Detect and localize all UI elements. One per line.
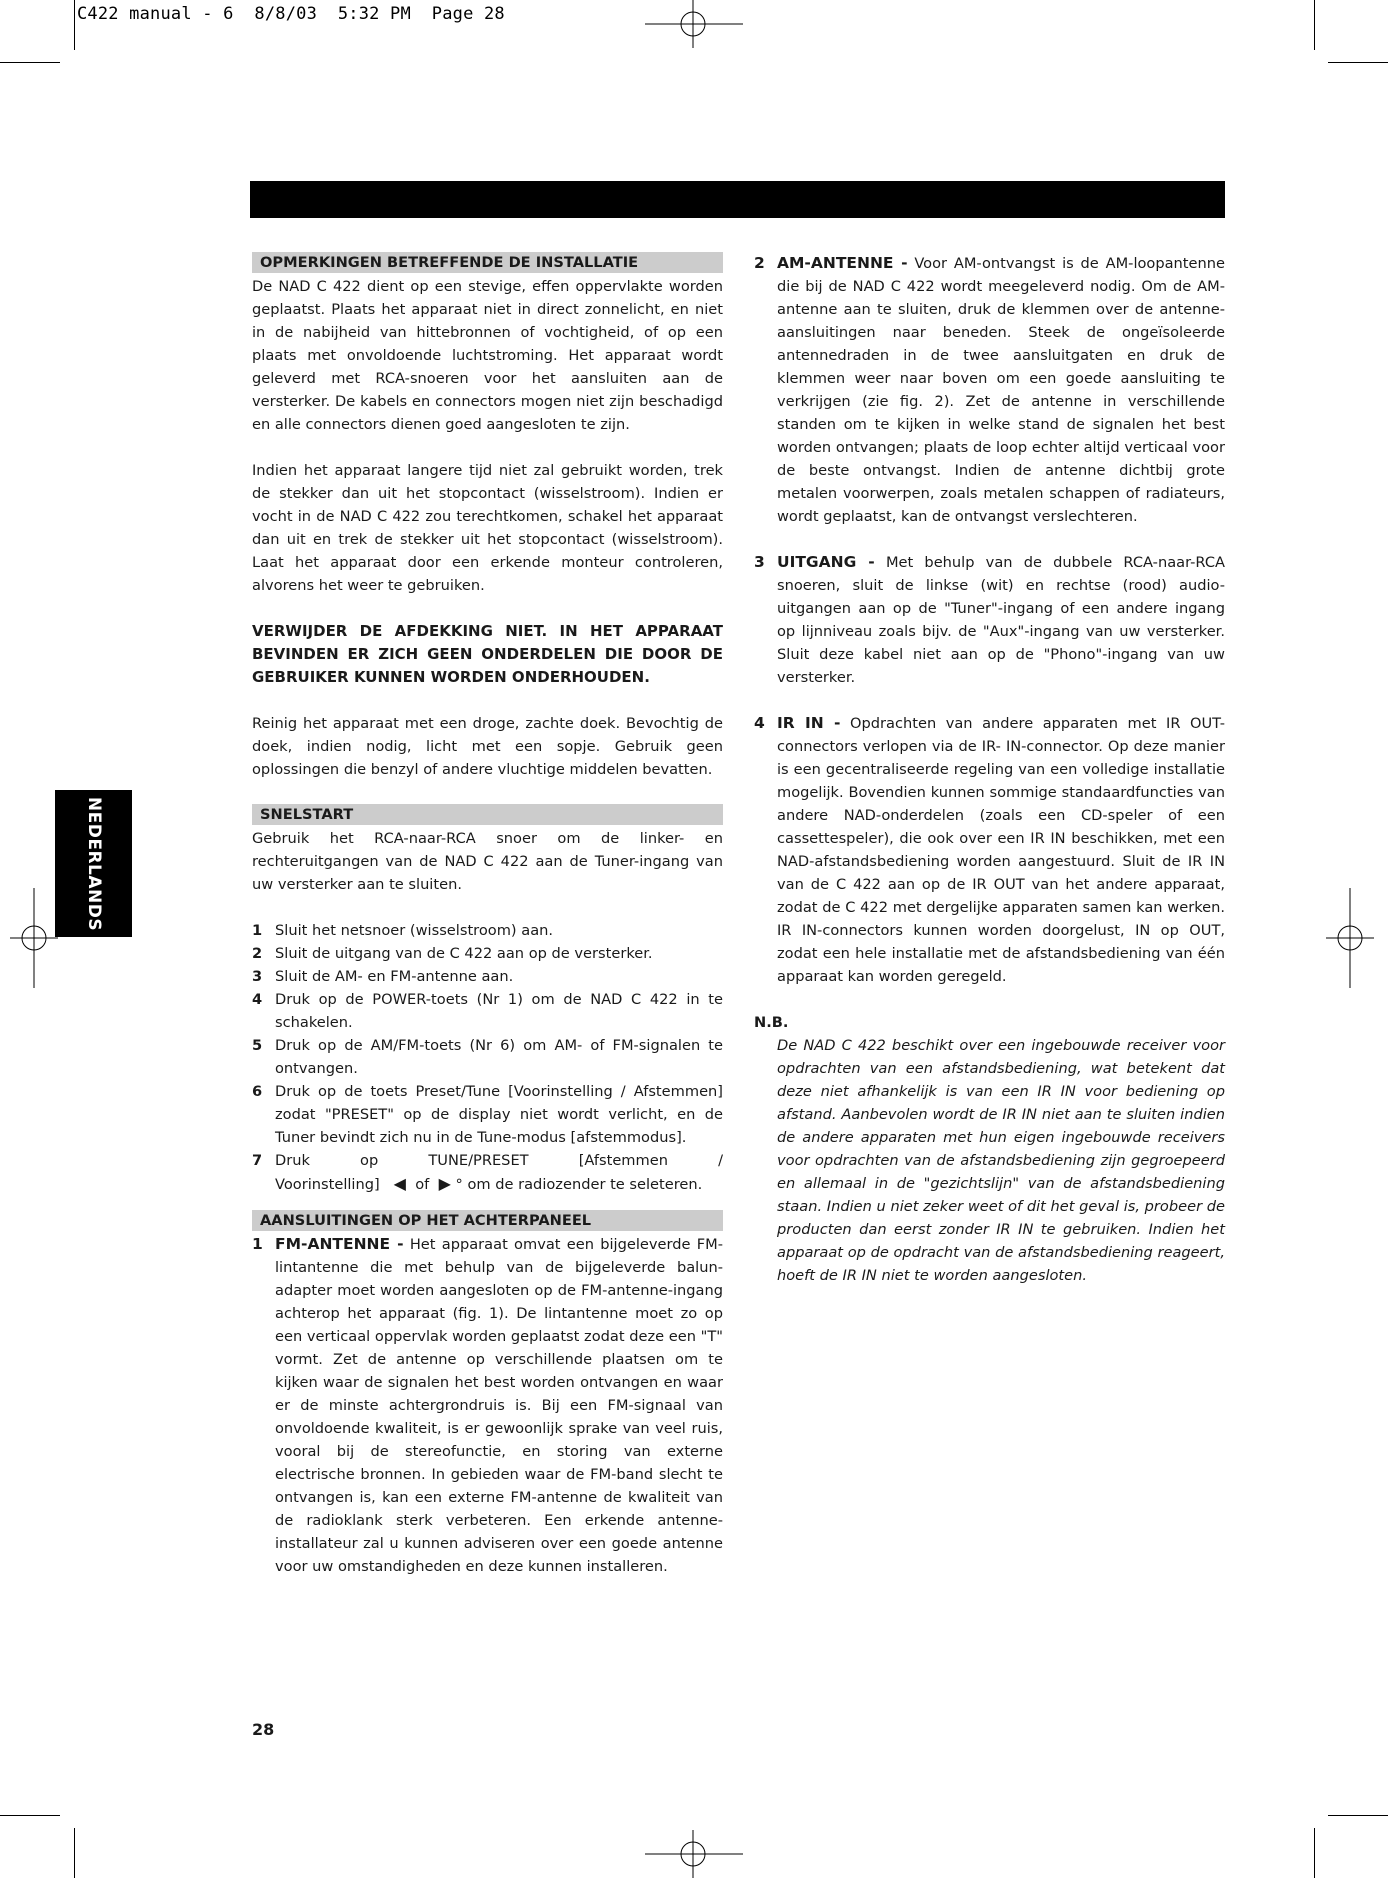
crop-mark: [1314, 1828, 1315, 1878]
registration-mark-top: [645, 0, 745, 48]
right-column: [754, 252, 1225, 1287]
paragraph: Reinig het apparaat met een droge, zachte doek. Bevochtig de doek, indien nodig, licht met een sopje. Gebruik geen oplossingen die benzyl of andere vluchtige middelen bevatten.: [252, 715, 723, 778]
warning-text: VERWIJDER DE AFDEKKING NIET. IN HET APPARAAT BEVINDEN ER ZICH GEEN ONDERDELEN DIE DOOR DE GEBRUIKER KUNNEN WORDEN ONDERHOUDEN.: [252, 622, 723, 686]
step-text: Sluit het netsnoer (wisselstroom) aan.: [275, 922, 554, 939]
section-heading-installation: OPMERKINGEN BETREFFENDE DE INSTALLATIE: [252, 252, 723, 273]
list-item: [252, 1233, 723, 1578]
item-number: 3: [754, 553, 765, 571]
crop-mark: [0, 62, 60, 63]
crop-mark: [74, 1828, 75, 1878]
rear-panel-items: [252, 1233, 723, 1578]
step-number: 2: [252, 945, 263, 962]
item-text: Opdrachten van andere apparaten met IR OUT-connectors verlopen via de IR- IN-connector. Op deze manier is een gecentraliseerde regeling van een volledige installatie mogelijk. Bovendien kunnen sommige standaardfuncties van andere NAD-onderdelen (zoals een CD-speler of een cassettespeler), die ook over een IR IN beschikken, met een NAD-afstandsbediening worden aangestuurd. Sluit de IR IN van de C 422 aan op de IR OUT van het andere apparaat, zodat de C 422 met dergelijke apparaten samen kan werken. IR IN-connectors kunnen worden doorgelust, IN op OUT, zodat een hele installatie met de afstandsbediening van één apparaat kan worden geregeld.: [777, 715, 1226, 985]
step-number: 4: [252, 991, 263, 1008]
crop-mark: [1328, 1815, 1388, 1816]
step-text: of: [415, 1176, 430, 1193]
language-tab-label: NEDERLANDS: [83, 796, 104, 931]
step-text: Druk op de toets Preset/Tune [Voorinstelling / Afstemmen] zodat "PRESET" op de display niet wordt verlicht, en de Tuner bevindt zich nu in de Tune-modus [afstemmodus].: [275, 1083, 723, 1146]
list-item: [252, 1149, 723, 1196]
section-heading-quickstart: SNELSTART: [252, 804, 723, 825]
language-tab: [55, 790, 132, 937]
paragraph: De NAD C 422 dient op een stevige, effen oppervlakte worden geplaatst. Plaats het apparaat niet in direct zonnelicht, en niet in de nabijheid van hittebronnen of vochtigheid, of op een plaats met onvoldoende luchtstroming. Het apparaat wordt geleverd met RCA-snoeren voor het aansluiten aan de versterker. De kabels en connectors mogen niet zijn beschadigd en alle connectors dienen goed aangesloten te zijn.: [252, 278, 723, 433]
rear-panel-items-continued: [754, 252, 1225, 988]
crop-mark: [0, 1815, 60, 1816]
item-number: 1: [252, 1235, 263, 1253]
step-number: 5: [252, 1037, 263, 1054]
item-number: 2: [754, 254, 765, 272]
item-text: Voor AM-ontvangst is de AM-loopantenne die bij de NAD C 422 wordt meegeleverd nodig. Om de AM-antenne aan te sluiten, druk de klemmen over de antenne-aansluitingen naar beneden. Steek de ongeïsoleerde antennedraden in de twee aansluitgaten en druk de klemmen weer naar boven om een goede aansluiting te verkrijgen (zie fig. 2). Zet de antenne in verschillende standen om te kijken in welke stand de signalen het best worden ontvangen; plaats de loop echter altijd verticaal voor de beste ontvangst. Indien de antenne dichtbij grote metalen voorwerpen, zoals metalen schappen of radiateurs, wordt geplaatst, kan de ontvangst verslechteren.: [777, 255, 1225, 525]
list-item: [252, 988, 723, 1034]
item-label: AM-ANTENNE -: [777, 254, 908, 272]
left-arrow-icon: ◀: [393, 1174, 406, 1193]
step-number: 6: [252, 1083, 263, 1100]
list-item: [252, 942, 723, 965]
item-text: Met behulp van de dubbele RCA-naar-RCA snoeren, sluit de linkse (wit) en rechtse (rood) audio-uitgangen aan op de "Tuner"-ingang of een andere ingang op lijnniveau zoals bijv. de "Aux"-ingang van uw versterker. Sluit deze kabel niet aan op de "Phono"-ingang van uw versterker.: [777, 554, 1225, 686]
list-item: [252, 965, 723, 988]
degree-mark: °: [455, 1176, 463, 1193]
section-heading-rear-panel: AANSLUITINGEN OP HET ACHTERPANEEL: [252, 1210, 723, 1231]
list-item: [754, 252, 1225, 528]
note-text: De NAD C 422 beschikt over een ingebouwde receiver voor opdrachten van een afstandsbediening, wat betekent dat deze niet afhankelijk is van een IR IN voor bediening op afstand. Aanbevolen wordt de IR IN niet aan te sluiten indien de andere apparaten met hun eigen ingebouwde receivers voor opdrachten van de afstandsbediening zijn gegroepeerd en allemaal in de "gezichtslijn" van de afstandsbediening staan. Indien u niet zeker weet of dit het geval is, probeer de producten dan eerst zonder IR IN te gebruiken. Indien het apparaat op de opdracht van de afstandsbediening reageert, hoeft de IR IN niet te worden aangesloten.: [777, 1037, 1225, 1284]
page-number: 28: [252, 1720, 275, 1739]
step-text: Druk op TUNE/PRESET [Afstemmen / Voorinstelling]: [275, 1152, 723, 1193]
item-label: FM-ANTENNE -: [275, 1235, 404, 1253]
item-number: 4: [754, 714, 765, 732]
step-text: Druk op de AM/FM-toets (Nr 6) om AM- of FM-signalen te ontvangen.: [275, 1037, 723, 1077]
quickstart-steps: [252, 919, 723, 1196]
note-title: N.B.: [754, 1014, 789, 1031]
list-item: [252, 1034, 723, 1080]
left-column: [252, 252, 723, 1578]
list-item: [754, 551, 1225, 689]
step-number: 7: [252, 1152, 263, 1169]
step-number: 1: [252, 922, 263, 939]
item-label: UITGANG -: [777, 553, 875, 571]
item-label: IR IN -: [777, 714, 841, 732]
crop-mark: [74, 0, 75, 50]
paragraph: Indien het apparaat langere tijd niet zal gebruikt worden, trek de stekker dan uit het stopcontact (wisselstroom). Indien er vocht in de NAD C 422 zou terechtkomen, schakel het apparaat dan uit en trek de stekker uit het stopcontact (wisselstroom). Laat het apparaat door een erkende monteur controleren, alvorens het weer te gebruiken.: [252, 462, 723, 594]
crop-mark: [1314, 0, 1315, 50]
registration-mark-left: [10, 888, 58, 988]
list-item: [754, 712, 1225, 988]
print-slug: C422 manual - 6 8/8/03 5:32 PM Page 28: [77, 4, 505, 24]
step-text: Sluit de AM- en FM-antenne aan.: [275, 968, 514, 985]
registration-mark-right: [1326, 888, 1374, 988]
step-number: 3: [252, 968, 263, 985]
header-bar: [250, 181, 1225, 218]
registration-mark-bottom: [645, 1830, 745, 1878]
paragraph: Gebruik het RCA-naar-RCA snoer om de linker- en rechteruitgangen van de NAD C 422 aan de Tuner-ingang van uw versterker aan te sluiten.: [252, 830, 723, 893]
crop-mark: [1328, 62, 1388, 63]
list-item: [252, 919, 723, 942]
list-item: [252, 1080, 723, 1149]
step-text: Druk op de POWER-toets (Nr 1) om de NAD C 422 in te schakelen.: [275, 991, 723, 1031]
right-arrow-icon: ▶: [438, 1174, 451, 1193]
step-text: Sluit de uitgang van de C 422 aan op de versterker.: [275, 945, 653, 962]
step-text: om de radiozender te seleteren.: [467, 1176, 703, 1193]
item-text: Het apparaat omvat een bijgeleverde FM-lintantenne die met behulp van de bijgeleverde balun-adapter moet worden aangesloten op de FM-antenne-ingang achterop het apparaat (fig. 1). De lintantenne moet zo op een verticaal oppervlak worden geplaatst zodat deze een "T" vormt. Zet de antenne op verschillende plaatsen om te kijken waar de signalen het best worden ontvangen en waar er de minste achtergrondruis is. Bij een FM-signaal van onvoldoende kwaliteit, is er gewoonlijk sprake van veel ruis, vooral bij de stereofunctie, en storing van externe electrische bronnen. In gebieden waar de FM-band slecht te ontvangen is, kan een externe FM-antenne de kwaliteit van de radioklank sterk verbeteren. Een erkende antenne-installateur zal u kunnen adviseren over een goede antenne voor uw omstandigheden en deze kunnen installeren.: [275, 1236, 723, 1575]
